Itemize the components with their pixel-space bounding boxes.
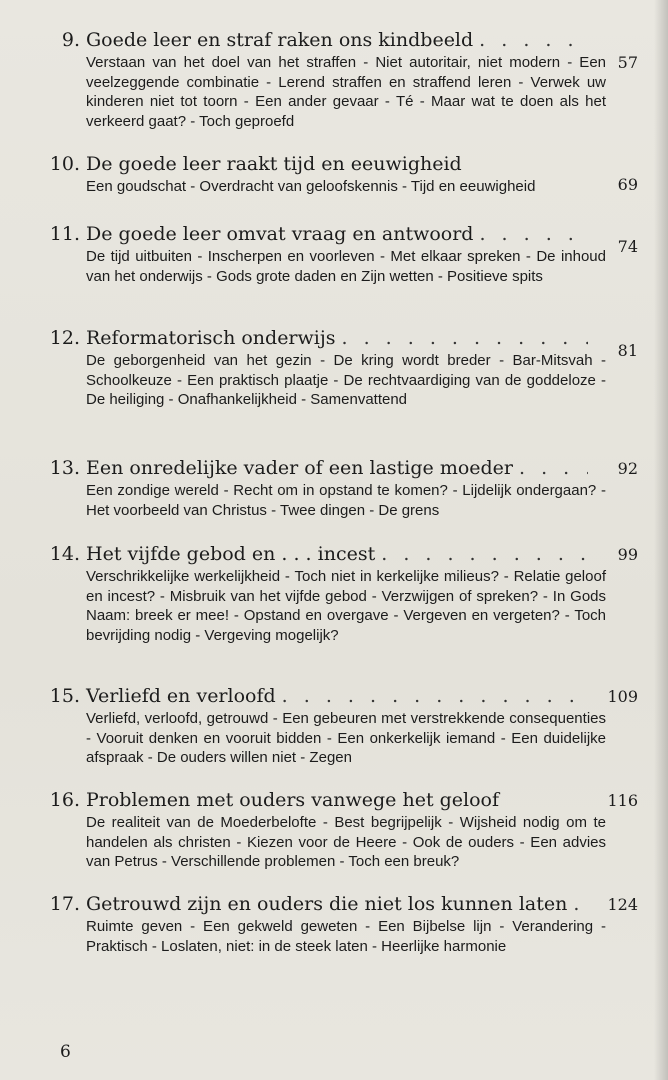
chapter-number: 15. (49, 685, 80, 707)
leader-dots (479, 28, 588, 52)
chapter-subtopics: Verstaan van het doel van het straffen - Niet autoritair, niet modern - Een veelzeggende combinatie - Lerend straffen en straffend leren - Verwek uw kinderen niet tot toorn - Een ander gevaar - Té - Maar wat te doen als het verkeerd gaat? - Toch geproefd (86, 54, 606, 130)
chapter-title: Problemen met ouders vanwege het geloof (86, 789, 500, 811)
chapter-number: 16. (49, 789, 80, 811)
toc-entry-17 (48, 892, 638, 956)
chapter-title: Reformatorisch onderwijs (86, 327, 336, 349)
toc-entry-10 (48, 152, 638, 197)
toc-entry-heading (48, 222, 638, 256)
chapter-subtopics: De tijd uitbuiten - Inscherpen en voorleven - Met elkaar spreken - De inhoud van het onderwijs - Gods grote daden en Zijn wetten - Positieve spits (86, 248, 606, 285)
chapter-subtopics: Verliefd, verloofd, getrouwd - Een gebeuren met verstrekkende consequenties - Vooruit denken en vooruit bidden - Een onkerkelijk iemand - Een duidelijke afspraak - De ouders willen niet - Zegen (86, 710, 606, 766)
chapter-page-number: 69 (617, 175, 638, 194)
toc-entry-15 (48, 684, 638, 768)
chapter-title: Verliefd en verloofd (86, 685, 276, 707)
toc-entry-12 (48, 326, 638, 410)
chapter-page-number: 124 (607, 895, 638, 914)
toc-entry-11 (48, 222, 638, 286)
leader-dots (519, 456, 588, 480)
chapter-subtopics: Een zondige wereld - Recht om in opstand te komen? - Lijdelijk ondergaan? - Het voorbeeld van Christus - Twee dingen - De grens (86, 482, 606, 519)
leader-dots (573, 892, 588, 916)
toc-entry-9 (48, 28, 638, 131)
chapter-title: Getrouwd zijn en ouders die niet los kunnen laten (86, 893, 568, 915)
toc-entry-heading (48, 28, 638, 72)
chapter-subtopics: Ruimte geven - Een gekweld geweten - Een Bijbelse lijn - Verandering - Praktisch - Loslaten, niet: in de steek laten - Heerlijke harmonie (86, 918, 606, 955)
toc-entry-heading (48, 456, 638, 481)
chapter-number: 9. (61, 29, 80, 51)
toc-entry-13 (48, 456, 638, 520)
chapter-page-number: 109 (607, 687, 638, 706)
toc-entry-heading (48, 788, 638, 813)
leader-dots (282, 684, 588, 708)
chapter-number: 11. (49, 223, 80, 245)
page-footer-number: 6 (60, 1042, 71, 1062)
chapter-subtopics: Een goudschat - Overdracht van geloofskennis - Tijd en eeuwigheid (86, 178, 536, 195)
chapter-subtopics: Verschrikkelijke werkelijkheid - Toch niet in kerkelijke milieus? - Relatie geloof en incest? - Misbruik van het vijfde gebod - Verzwijgen of spreken? - In Gods Naam: breek er mee! - Opstand en overgave - Vergeven en vergeten? - Toch bevrijding nodig - Vergeving mogelijk? (86, 568, 606, 644)
toc-entry-heading (48, 892, 638, 917)
toc-entry-heading (48, 326, 638, 360)
toc-entry-heading (48, 684, 638, 709)
toc-entry-16 (48, 788, 638, 872)
chapter-title: De goede leer raakt tijd en eeuwigheid (86, 153, 462, 175)
chapter-subtopics: De realiteit van de Moederbelofte - Best begrijpelijk - Wijsheid nodig om te handelen als christen - Kiezen voor de Heere - Ook de ouders - Een advies van Petrus - Verschillende problemen - Toch een breuk? (86, 814, 606, 870)
chapter-title: Een onredelijke vader of een lastige moeder (86, 457, 514, 479)
chapter-page-number: 74 (617, 237, 638, 256)
toc-entry-heading (48, 542, 638, 567)
chapter-subtopics: De geborgenheid van het gezin - De kring wordt breder - Bar-Mitsvah - Schoolkeuze - Een praktisch plaatje - De rechtvaardiging van de goddeloze - De heiliging - Onafhankelijkheid - Samenvattend (86, 352, 606, 408)
chapter-title: De goede leer omvat vraag en antwoord (86, 223, 474, 245)
chapter-number: 14. (49, 543, 80, 565)
chapter-number: 17. (49, 893, 80, 915)
chapter-number: 10. (49, 153, 80, 175)
chapter-page-number: 116 (607, 791, 638, 810)
chapter-number: 12. (49, 327, 80, 349)
chapter-page-number: 99 (617, 545, 638, 564)
leader-dots (342, 326, 589, 350)
chapter-title: Goede leer en straf raken ons kindbeeld (86, 29, 474, 51)
chapter-number: 13. (49, 457, 80, 479)
leader-dots (381, 542, 588, 566)
page-spine-shadow (654, 0, 668, 1080)
leader-dots (479, 222, 588, 246)
chapter-title: Het vijfde gebod en . . . incest (86, 543, 376, 565)
chapter-page-number: 57 (617, 53, 638, 72)
chapter-page-number: 81 (617, 341, 638, 360)
toc-entry-14 (48, 542, 638, 645)
chapter-page-number: 92 (617, 459, 638, 478)
